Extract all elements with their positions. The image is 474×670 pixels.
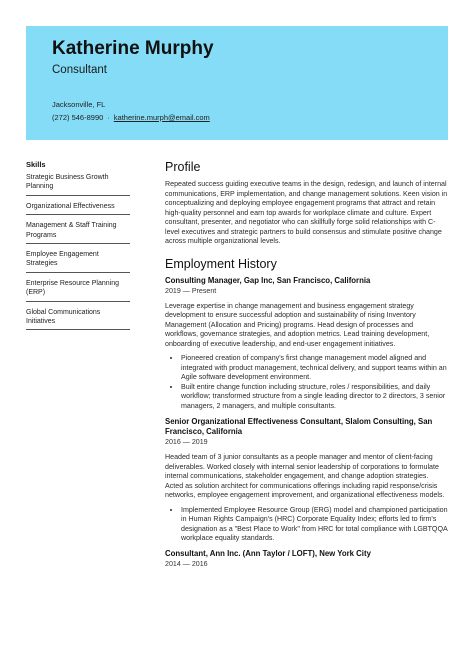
- profile-heading: Profile: [165, 160, 201, 174]
- main-content: [165, 160, 448, 569]
- profile-text: Repeated success guiding executive teams in the design, redesign, and launch of internal communications, ERP implementation, and change management solutions. Keen vision in conceptualizing and deploying employee engagement programs that attract and retain high-quality personnel and earn top awards for workplace climate and culture. Expert consultant, presenter, and negotiator who can skillfully forge solid relationships with C-level executives and strategic partners to build consensus and stimulate positive change across multiple organizational levels.: [165, 180, 448, 245]
- skill-item: Management & Staff Training Programs: [26, 221, 130, 244]
- resume-header: [26, 26, 448, 140]
- job-dates: 2019 — Present: [165, 286, 217, 295]
- job-dates: 2014 — 2016: [165, 559, 208, 568]
- skill-item: Enterprise Resource Planning (ERP): [26, 279, 130, 302]
- job-entry: [165, 276, 448, 412]
- skill-item: Organizational Effectiveness: [26, 202, 130, 215]
- contact-separator: ·: [107, 113, 110, 122]
- job-dates: 2016 — 2019: [165, 438, 208, 446]
- skills-heading: Skills: [26, 160, 46, 169]
- candidate-city: Jacksonville, FL: [52, 100, 106, 109]
- contact-line: [52, 113, 210, 122]
- job-title: Consulting Manager, Gap Inc, San Francisco, California: [165, 275, 371, 285]
- job-bullets: [165, 354, 448, 411]
- candidate-title: Consultant: [52, 64, 107, 76]
- job-bullet: • Built entire change function including structure, roles / responsibilities, and daily workflow; transformed structure from a single leading director to 2 directors, 3 senior managers, 2 managers, and multiple consultants.: [181, 383, 448, 412]
- employment-heading: Employment History: [165, 256, 277, 271]
- job-bullet: • Pioneered creation of company's first change management model aligned and integrated with product management, technical delivery, and support teams within an Agile software development environment.: [181, 354, 448, 383]
- skill-item: Employee Engagement Strategies: [26, 250, 130, 273]
- job-description: Leverage expertise in change management and business engagement strategy development to ensure successful adoption and sustainability of rising Inventory Management (Allocation and Pricing) programs. Head design of processes and workflows, governance strategies, and adoption metrics. Lead training development, onboarding of executive leadership, and end-user engagement initiatives.: [165, 301, 430, 348]
- job-description: Headed team of 3 junior consultants as a people manager and mentor of client-facing deliverables. Worked closely with internal senior leadership of corporations to formulate internal communications, stakeholder engagement, and change adoption strategies. Acted as solution architect for communications offerings including rapid response/crisis networks, employee engagement improvement, and organizational effectiveness models.: [165, 453, 445, 499]
- skills-sidebar: [26, 160, 130, 336]
- skill-item: Global Communications Initiatives: [26, 308, 130, 331]
- skill-item: Strategic Business Growth Planning: [26, 173, 130, 196]
- job-entry: [165, 549, 448, 569]
- phone-number: (272) 546-8990: [52, 113, 104, 122]
- candidate-name: Katherine Murphy: [52, 38, 214, 59]
- job-entry: [165, 417, 448, 544]
- job-bullets: [165, 506, 448, 544]
- job-bullet: • Implemented Employee Resource Group (ERG) model and championed participation in Human Rights Campaign's (HRC) Corporate Equality Index; efforts led to firm's designation as a "Best Place to Work" from HRC for total compliance with LGBTQQA workplace equality standards.: [181, 506, 448, 544]
- job-title: Consultant, Ann Inc. (Ann Taylor / LOFT), New York City: [165, 548, 371, 558]
- job-title: Senior Organizational Effectiveness Consultant, Slalom Consulting, San Francisco, California: [165, 417, 433, 436]
- email-link[interactable]: katherine.murph@email.com: [113, 113, 210, 122]
